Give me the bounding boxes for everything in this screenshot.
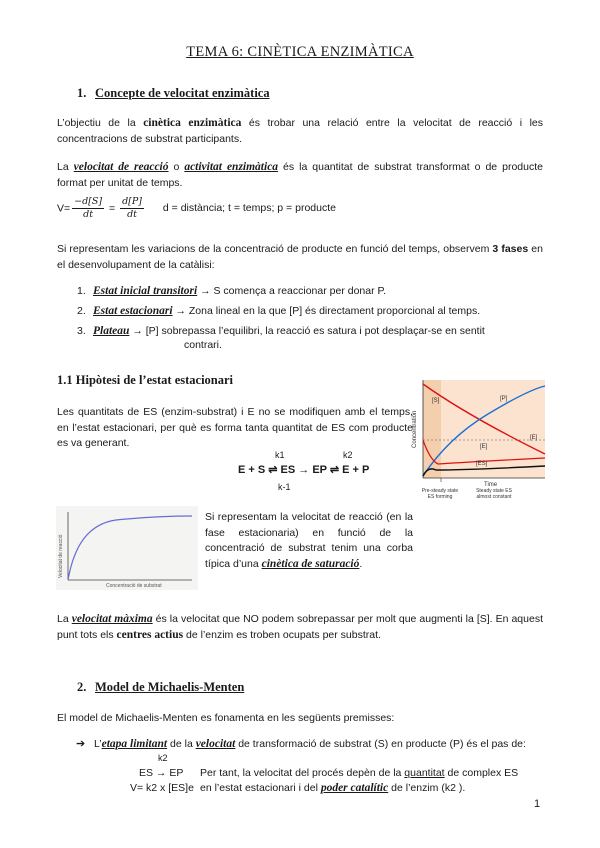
saturation-text: Si representam la velocitat de reacció (en la fase estacionaria) en funció de la concentració de substrat tenim una corba típica d’una: [205, 511, 413, 570]
section-2-heading: [77, 680, 244, 695]
definition-paragraph: [57, 160, 543, 191]
line3-end: de l’enzim (k2 ).: [388, 782, 466, 794]
saturation-curve-figure: [56, 506, 198, 590]
x-axis-label: Time: [484, 482, 498, 488]
phase-item-3-cont: contrari.: [184, 339, 222, 351]
rate-constant-k1: k1: [275, 450, 285, 460]
rate-constant-k-1: k-1: [278, 482, 291, 492]
concentration-time-figure: [408, 378, 548, 518]
saturation-end: .: [359, 557, 363, 570]
phase-text: → [P] sobrepassa l’equilibri, la reacció es satura i pot desplaçar-se en sentit: [129, 325, 485, 337]
reaction-equation: E + S ⇌ ES → EP ⇌ E + P: [238, 464, 370, 476]
phase-number: 3.: [77, 325, 86, 337]
phase-term: Estat inicial transitori: [93, 285, 198, 297]
fraction-denominator-t: dt: [83, 209, 94, 220]
term-centres-actius: centres actius: [116, 628, 184, 641]
line3-text: en l’estat estacionari i del: [200, 782, 321, 794]
term-etapa-limitant: etapa limitant: [101, 738, 168, 750]
premise-line-2: [200, 767, 518, 779]
es-to-ep: ES → EP: [139, 767, 184, 779]
phases-text: Si representam les variacions de la concentració de producte en funció del temps, observem: [57, 243, 493, 255]
label-e-free: [E]: [480, 444, 488, 450]
intro-text: L’objectiu de la: [57, 117, 144, 129]
section-1-1-heading: 1.1 Hipòtesi de l’estat estacionari: [57, 373, 234, 387]
phases-text-end: en el desenvolupament de la catàlisi:: [57, 243, 543, 271]
fraction-ds-dt: [72, 196, 104, 221]
phase-item-2: [77, 304, 537, 319]
premise-1: [94, 737, 542, 752]
line2-end: de complex ES: [444, 767, 519, 779]
phase-item-3: [77, 324, 537, 339]
label-e-total: [E]: [530, 435, 538, 441]
fraction-dp-dt: [120, 196, 144, 221]
saturation-paragraph: [205, 510, 413, 572]
steady-caption-box: [472, 488, 516, 518]
premise-end: de transformació de substrat (S) en producte (P) és el pas de:: [235, 738, 526, 750]
term-cinetica-saturacio: cinètica de saturació: [261, 557, 360, 570]
vmax-text: La: [57, 613, 72, 625]
vmax-end: de l’enzim es troben ocupats per substrat.: [183, 628, 381, 641]
pre-steady-caption-box: [420, 488, 460, 518]
steady-caption: Steady state ES almost constant: [476, 488, 512, 500]
phase-term: Estat estacionari: [93, 305, 173, 317]
label-p: [P]: [500, 396, 508, 402]
phase-text: → S comença a reaccionar per donar P.: [197, 285, 387, 297]
velocity-formula: [57, 196, 336, 221]
phases-paragraph: [57, 242, 543, 273]
premise-mid: de la: [167, 738, 196, 750]
term-velocitat-reaccio: velocitat de reacció: [73, 161, 169, 173]
formula-equals: =: [109, 202, 116, 215]
fraction-denominator-t2: dt: [127, 209, 137, 220]
term-cinetica-enzimatica: cinètica enzimàtica: [143, 117, 242, 129]
section-2-title: Model de Michaelis-Menten: [95, 680, 245, 694]
michaelis-intro: El model de Michaelis-Menten es fonamenta en les següents premisses:: [57, 712, 395, 724]
term-poder-catalitic: poder catalític: [320, 782, 389, 794]
phase-item-1: [77, 284, 537, 299]
phase-text: → Zona lineal en la que [P] és directament proporcional al temps.: [172, 305, 481, 317]
def-text: La: [57, 161, 74, 173]
arrow-bullet-icon: ➔: [76, 738, 86, 750]
vmax-paragraph: [57, 612, 543, 643]
phase-term: Plateau: [93, 325, 130, 337]
term-activitat-enzimatica: activitat enzimàtica: [184, 161, 279, 173]
page-title: TEMA 6: CINÈTICA ENZIMÀTICA: [186, 44, 414, 60]
def-mid: o: [168, 161, 185, 173]
intro-paragraph: [57, 116, 543, 147]
formula-note: d = distància; t = temps; p = producte: [162, 202, 336, 215]
label-s: [S]: [432, 398, 440, 404]
premise-line-3: [200, 782, 465, 794]
steady-state-paragraph: Les quantitats de ES (enzim-substrat) i E no se modifiquen amb el temps, en l’estat estacionari, per què es forma tanta quantitat de ES com producte es va generant.: [57, 406, 413, 449]
page-number: 1: [534, 798, 541, 810]
premise-text: L’: [94, 738, 102, 750]
label-es: [ES]: [476, 461, 488, 467]
term-quantitat: quantitat: [404, 767, 445, 779]
section-1-title: Concepte de velocitat enzimàtica: [95, 86, 270, 100]
vmax-mid: és la velocitat que NO podem sobrepassar per molt que augmenti la [S]. En aquest punt tots els: [57, 613, 543, 641]
v-formula: V= k2 x [ES]e: [130, 782, 194, 794]
premise-k2: k2: [158, 753, 168, 763]
section-1-number: 1.: [77, 86, 87, 100]
phases-count: 3 fases: [492, 243, 529, 255]
phase-number: 2.: [77, 305, 86, 317]
term-velocitat-maxima: velocitat màxima: [71, 613, 153, 625]
pre-steady-caption: Pre-steady state ES forming: [421, 488, 459, 500]
sat-x-axis-label: Concentració de substrat: [106, 583, 162, 589]
y-axis-label: Concentration: [412, 410, 418, 448]
sat-y-axis-label: Velocitat de reacció: [58, 534, 64, 578]
def-text-end: és la quantitat de substrat transformat o de producte format per unitat de temps.: [57, 161, 543, 189]
term-velocitat: velocitat: [195, 738, 236, 750]
rate-constant-k2: k2: [343, 450, 353, 460]
intro-text-end: és trobar una relació entre la velocitat de reacció i les concentracions de substrat participants.: [57, 117, 543, 145]
section-1-heading: [77, 86, 270, 101]
line2-text: Per tant, la velocitat del procés depèn de la: [200, 767, 405, 779]
fraction-numerator-p: d[P]: [122, 196, 142, 207]
phase-number: 1.: [77, 285, 86, 297]
section-2-number: 2.: [77, 680, 87, 694]
fraction-numerator-s: −d[S]: [74, 196, 103, 207]
formula-v: V=: [57, 202, 71, 215]
